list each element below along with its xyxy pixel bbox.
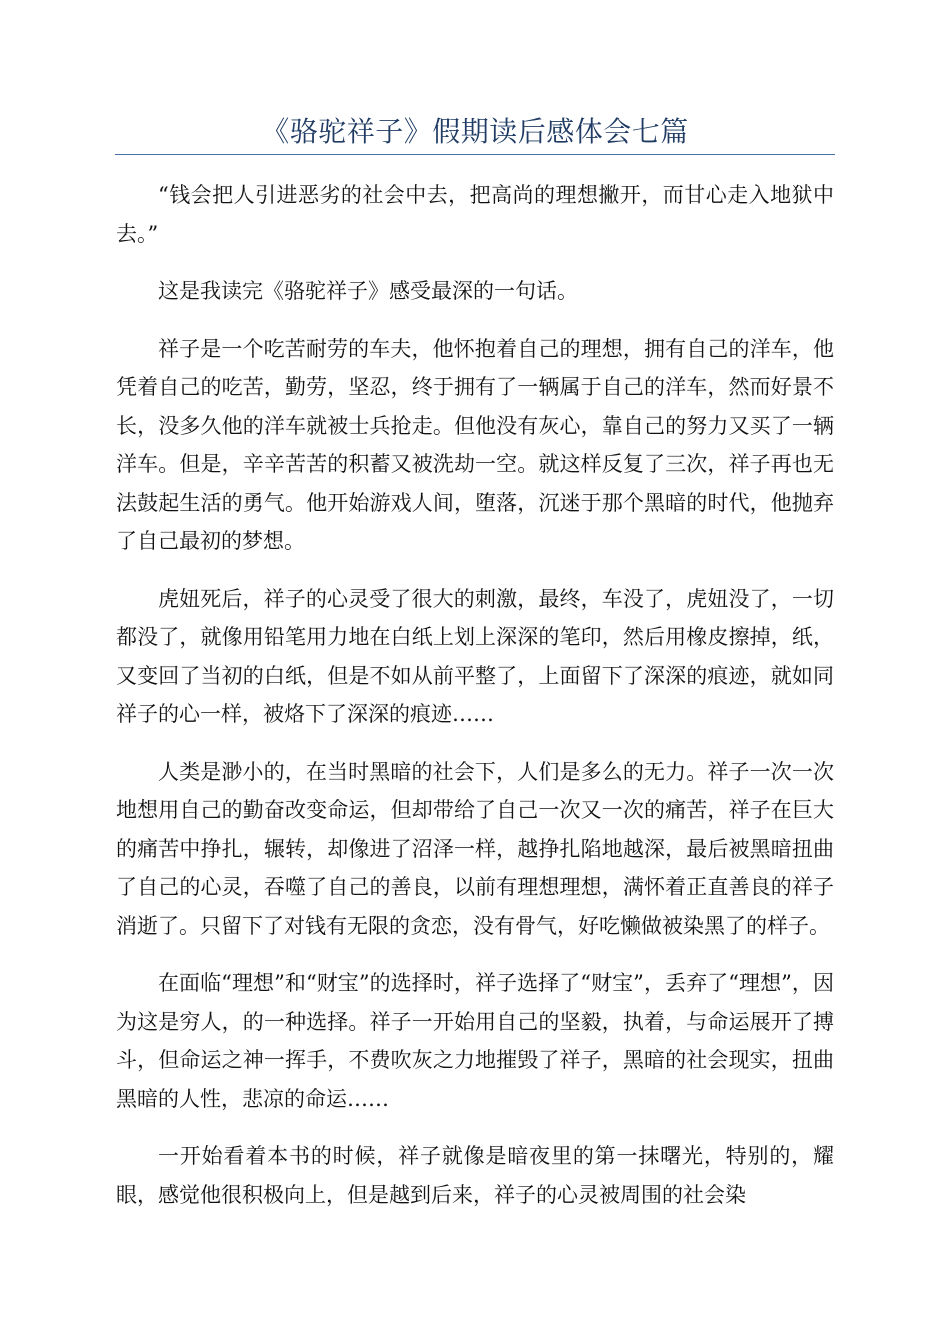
paragraph-5: 人类是渺小的，在当时黑暗的社会下，人们是多么的无力。祥子一次一次地想用自己的勤奋改变命运，但却带给了自己一次又一次的痛苦，祥子在巨大的痛苦中挣扎，辗转，却像进了沼泽一样，越挣扎陷地越深，最后被黑暗扭曲了自己的心灵，吞噬了自己的善良，以前有理想理想，满怀着正直善良的祥子消逝了。只留下了对钱有无限的贪恋，没有骨气，好吃懒做被染黑了的样子。 xyxy=(116,759,834,938)
paragraph-4: 虎妞死后，祥子的心灵受了很大的刺激，最终，车没了，虎妞没了，一切都没了，就像用铅笔用力地在白纸上划上深深的笔印，然后用橡皮擦掉，纸，又变回了当初的白纸，但是不如从前平整了，上面留下了深深的痕迹，就如同祥子的心一样，被烙下了深深的痕迹…… xyxy=(116,586,834,726)
title-underline xyxy=(115,154,835,155)
document-title: 《骆驼祥子》假期读后感体会七篇 xyxy=(261,115,689,148)
paragraph-2: 这是我读完《骆驼祥子》感受最深的一句话。 xyxy=(158,279,578,303)
paragraph-quote: “钱会把人引进恶劣的社会中去，把高尚的理想撇开，而甘心走入地狱中去。” xyxy=(116,183,834,246)
paragraph-3: 祥子是一个吃苦耐劳的车夫，他怀抱着自己的理想，拥有自己的洋车，他凭着自己的吃苦，勤劳，坚忍，终于拥有了一辆属于自己的洋车，然而好景不长，没多久他的洋车就被士兵抢走。但他没有灰心，靠自己的努力又买了一辆洋车。但是，辛辛苦苦的积蓄又被洗劫一空。就这样反复了三次，祥子再也无法鼓起生活的勇气。他开始游戏人间，堕落，沉迷于那个黑暗的时代，他抛弃了自己最初的梦想。 xyxy=(116,336,834,553)
paragraph-6: 在面临“理想”和“财宝”的选择时，祥子选择了“财宝”，丢弃了“理想”，因为这是穷人，的一种选择。祥子一开始用自己的坚毅，执着，与命运展开了搏斗，但命运之神一挥手，不费吹灰之力地摧毁了祥子，黑暗的社会现实，扭曲黑暗的人性，悲凉的命运…… xyxy=(116,971,834,1111)
document-body xyxy=(116,176,834,1233)
paragraph-7: 一开始看着本书的时候，祥子就像是暗夜里的第一抹曙光，特别的，耀眼，感觉他很积极向上，但是越到后来，祥子的心灵被周围的社会染 xyxy=(116,1144,834,1207)
